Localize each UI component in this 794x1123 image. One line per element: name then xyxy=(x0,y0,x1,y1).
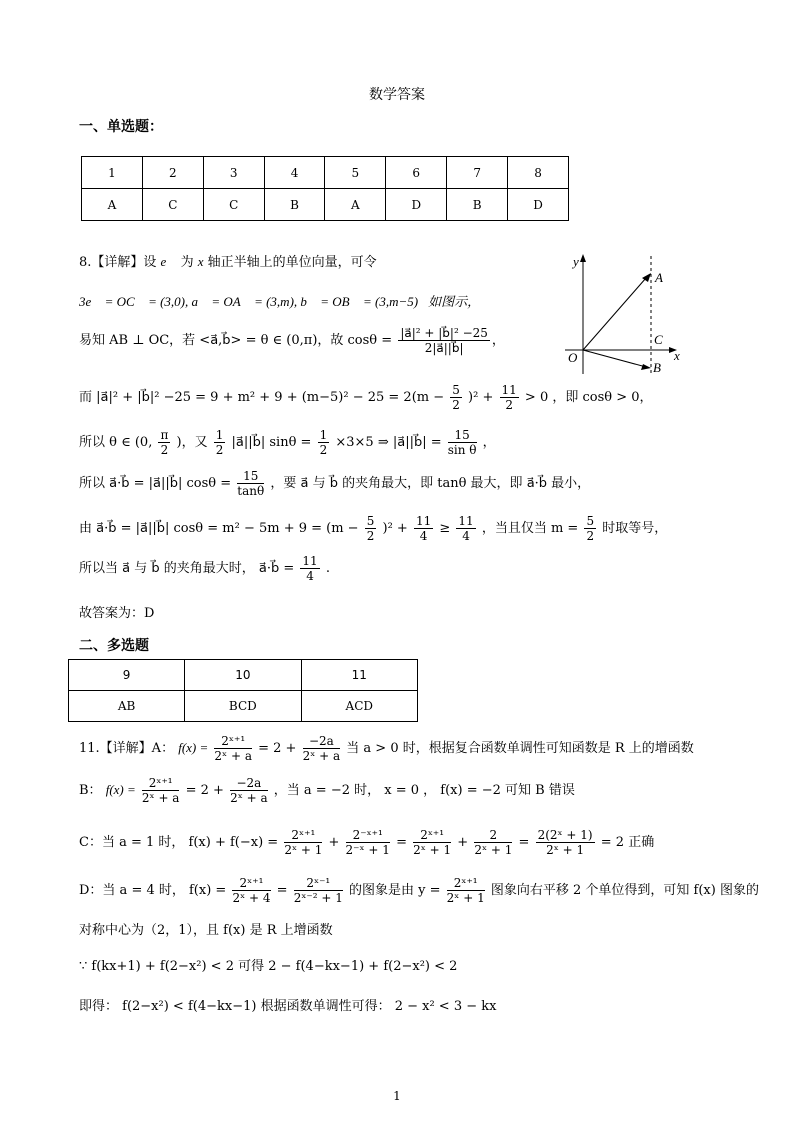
table-cell: B xyxy=(447,189,508,221)
q11-line-g: 即得： f(2−x²) < f(4−kx−1) 根据函数单调性可得： 2 − x² < 3 − kx xyxy=(79,999,497,1014)
denominator: 2ˣ + a xyxy=(141,791,180,805)
text: ≥ xyxy=(439,521,451,536)
q11-line-b xyxy=(79,776,575,805)
text: ×3×5 ⇒ |a⃗||b⃗| = xyxy=(335,435,442,450)
table-cell: 3 xyxy=(203,157,264,189)
denominator: 2 xyxy=(160,443,169,457)
table-cell: 8 xyxy=(508,157,569,189)
numerator: −2a xyxy=(230,776,268,791)
table-cell: 9 xyxy=(69,660,185,691)
text: 时取等号， xyxy=(602,521,668,536)
numerator: π xyxy=(160,428,169,442)
numerator: 5 xyxy=(366,514,375,528)
numerator: 1 xyxy=(215,428,224,442)
label-y: y xyxy=(573,254,579,269)
denominator: 2 xyxy=(319,443,328,457)
text: = 2 + xyxy=(258,741,297,756)
text: 11.【详解】A： xyxy=(79,741,175,756)
text: B： xyxy=(79,783,102,798)
table-cell: A xyxy=(325,189,386,221)
text: 由 a⃗·b⃗ = |a⃗||b⃗| cosθ = m² − 5m + 9 = (m − xyxy=(79,521,359,536)
vector-figure xyxy=(560,252,690,382)
fraction xyxy=(450,383,462,412)
fraction xyxy=(214,428,226,457)
text: D：当 a = 4 时， f(x) = xyxy=(79,883,227,898)
text: + xyxy=(328,835,340,850)
text: ，当且仅当 m = xyxy=(481,521,579,536)
fraction xyxy=(448,428,477,457)
fraction xyxy=(413,828,451,857)
numerator: 11 xyxy=(415,514,432,528)
denominator: 2⁻ˣ + 1 xyxy=(345,843,390,857)
table-row xyxy=(69,691,418,722)
fraction xyxy=(318,428,330,457)
denominator: 4 xyxy=(419,529,428,543)
numerator: 5 xyxy=(452,383,460,397)
q8-line-7 xyxy=(79,514,667,543)
fraction xyxy=(237,469,264,498)
text: 8.【详解】设 xyxy=(79,255,157,270)
table-cell: 1 xyxy=(82,157,143,189)
fraction xyxy=(456,514,475,543)
table-cell: 10 xyxy=(185,660,301,691)
label-c: C xyxy=(654,332,663,347)
q8-line-2: 3e⃗ = OC⃗ = (3,0), a⃗ = OA⃗ = (3,m), b⃗ = OB⃗ = (3,m−5)，如图示， xyxy=(79,294,481,309)
text: f(x) = xyxy=(105,782,136,797)
table-cell: B xyxy=(264,189,325,221)
table-cell: 5 xyxy=(325,157,386,189)
table-cell: C xyxy=(203,189,264,221)
numerator: 11 xyxy=(458,514,474,528)
fraction xyxy=(447,876,485,905)
table-cell: A xyxy=(82,189,143,221)
text: = 2 + xyxy=(185,783,224,798)
fraction xyxy=(232,876,270,905)
text: )，又 xyxy=(176,435,208,450)
fraction xyxy=(142,776,180,805)
text: |a⃗||b⃗| sinθ = xyxy=(231,435,312,450)
section-multiple-choice: 二、多选题 xyxy=(79,638,149,654)
denominator: 2ˣ + a xyxy=(214,749,252,763)
section-single-choice: 一、单选题： xyxy=(79,119,163,135)
denominator: 2ˣ + 1 xyxy=(546,843,585,857)
label-a: A xyxy=(655,270,663,285)
fraction xyxy=(294,876,343,905)
denominator: 2ˣ + a xyxy=(230,791,268,805)
table-row xyxy=(69,660,418,691)
q8-line-4 xyxy=(79,383,653,412)
text: 图象向右平移 2 个单位得到，可知 f(x) 图象的 xyxy=(490,883,759,898)
text: = 2 正确 xyxy=(600,835,655,850)
vector-ob xyxy=(583,350,646,367)
denominator: 2ˣ⁻² + 1 xyxy=(293,891,343,905)
text: 当 a > 0 时，根据复合函数单调性可知函数是 R 上的增函数 xyxy=(346,741,694,756)
var-x: x xyxy=(197,254,204,269)
fraction xyxy=(230,776,268,805)
q11-line-a xyxy=(79,734,694,763)
denominator: 2 xyxy=(215,443,224,457)
text: C：当 a = 1 时， f(x) + f(−x) = xyxy=(79,835,279,850)
text: = xyxy=(276,883,288,898)
fraction xyxy=(536,828,595,857)
text: )² + xyxy=(468,390,494,405)
denominator: 2 xyxy=(586,529,595,543)
numerator: 1 xyxy=(319,428,328,442)
table-cell: AB xyxy=(69,691,185,722)
denominator: 2 xyxy=(452,398,460,412)
numerator: 2ˣ⁺¹ xyxy=(284,828,322,843)
numerator: 2ˣ⁺¹ xyxy=(232,876,270,891)
text: ， xyxy=(482,435,496,450)
table-cell: 11 xyxy=(301,660,417,691)
fraction xyxy=(474,828,512,857)
q8-line-1 xyxy=(79,251,377,270)
numerator: 2(2ˣ + 1) xyxy=(537,828,593,842)
denominator: 4 xyxy=(462,529,470,543)
denominator: 4 xyxy=(306,569,314,583)
table-cell: 6 xyxy=(386,157,447,189)
text: 而 |a⃗|² + |b⃗|² −25 = 9 + m² + 9 + (m−5)² − 25 = 2(m − xyxy=(79,390,445,405)
table-cell: D xyxy=(386,189,447,221)
denominator: 2ˣ + 1 xyxy=(413,843,452,857)
page-number: 1 xyxy=(393,1089,401,1103)
denominator: 2|a⃗||b⃗| xyxy=(424,341,464,355)
numerator: 2ˣ⁺¹ xyxy=(142,776,180,791)
text: + xyxy=(457,835,469,850)
y-arrow-icon xyxy=(580,254,586,262)
numerator: −2a xyxy=(303,734,341,749)
text: 为 xyxy=(180,255,194,270)
denominator: 2ˣ + a xyxy=(302,749,341,763)
text: 所以 a⃗·b⃗ = |a⃗||b⃗| cosθ = xyxy=(79,476,232,491)
table-cell: C xyxy=(142,189,203,221)
arrowhead-b-icon xyxy=(641,364,651,370)
fraction xyxy=(300,554,319,583)
text: ，当 a = −2 时， x = 0 ， f(x) = −2 可知 B 错误 xyxy=(273,783,575,798)
vector-oa xyxy=(583,278,646,350)
table-cell: ACD xyxy=(301,691,417,722)
numerator: 2ˣ⁻¹ xyxy=(294,876,343,891)
fraction xyxy=(303,734,341,763)
text: ，要 a⃗ 与 b⃗ 的夹角最大，即 tanθ 最大，即 a⃗·b⃗ 最小， xyxy=(270,476,591,491)
q11-line-c xyxy=(79,828,654,857)
q8-line-5 xyxy=(79,428,496,457)
single-choice-answer-table xyxy=(81,156,569,221)
numerator: 5 xyxy=(586,514,595,528)
denominator: 2ˣ + 1 xyxy=(446,891,485,905)
numerator: 15 xyxy=(448,428,477,443)
label-o: O xyxy=(568,350,578,365)
denominator: 2ˣ + 4 xyxy=(232,891,271,905)
fraction xyxy=(158,428,170,457)
denominator: sin θ xyxy=(447,443,477,457)
table-row xyxy=(82,157,569,189)
q8-line-3: 易知 AB ⊥ OC，若 <a⃗,b⃗> = θ ∈ (0,π)，故 cosθ = $\frac{\text{|a⃗|² + |b⃗|² −25}}{2|a⃗||b⃗|}$ ， xyxy=(79,326,505,355)
table-cell: D xyxy=(508,189,569,221)
numerator: 15 xyxy=(237,469,264,484)
text: f(x) = xyxy=(178,740,209,755)
text: 所以 θ ∈ (0, xyxy=(79,435,153,450)
numerator: 2⁻ˣ⁺¹ xyxy=(346,828,390,843)
text: 所以当 a⃗ 与 b⃗ 的夹角最大时， a⃗·b⃗ = xyxy=(79,561,295,576)
text: > 0 ，即 cosθ > 0， xyxy=(524,390,653,405)
text: = xyxy=(518,835,530,850)
fraction xyxy=(214,734,252,763)
label-b: B xyxy=(653,360,661,375)
numerator: 2ˣ⁺¹ xyxy=(214,734,252,749)
numerator: 11 xyxy=(501,383,517,397)
denominator: tanθ xyxy=(237,484,265,498)
text: 的图象是由 y = xyxy=(349,883,441,898)
label-x: x xyxy=(674,348,680,363)
denominator: 2ˣ + 1 xyxy=(474,843,513,857)
denominator: 2 xyxy=(505,398,513,412)
fraction xyxy=(414,514,433,543)
text: )² + xyxy=(382,521,408,536)
numerator: 2ˣ⁺¹ xyxy=(413,828,451,843)
fraction xyxy=(365,514,377,543)
page-title: 数学答案 xyxy=(369,87,425,103)
numerator: |a⃗|² + |b⃗|² −25 xyxy=(400,326,488,340)
q8-line-6 xyxy=(79,469,590,498)
q11-line-d xyxy=(79,876,759,905)
q11-line-d2: 对称中心为（2，1），且 f(x) 是 R 上增函数 xyxy=(79,923,333,938)
text: 易知 AB ⊥ OC，若 <a⃗,b⃗> = θ ∈ (0,π)，故 cosθ = xyxy=(79,333,393,348)
fraction xyxy=(584,514,596,543)
table-cell: 2 xyxy=(142,157,203,189)
numerator: 2 xyxy=(474,828,512,843)
table-row xyxy=(82,189,569,221)
table-cell: 7 xyxy=(447,157,508,189)
q8-answer: 故答案为：D xyxy=(79,606,155,621)
multiple-choice-answer-table xyxy=(68,659,418,722)
denominator: 2ˣ + 1 xyxy=(284,843,323,857)
table-cell: 4 xyxy=(264,157,325,189)
fraction xyxy=(398,326,490,355)
fraction xyxy=(500,383,519,412)
text: 轴正半轴上的单位向量，可令 xyxy=(207,255,377,270)
q11-line-e: ∵ f(kx+1) + f(2−x²) < 2 可得 2 − f(4−kx−1) + f(2−x²) < 2 xyxy=(79,959,458,974)
table-cell: BCD xyxy=(185,691,301,722)
vector-e: e⃗ xyxy=(160,254,177,269)
text: = xyxy=(396,835,407,850)
fraction xyxy=(284,828,322,857)
q8-line-8 xyxy=(79,554,330,583)
denominator: 2 xyxy=(366,529,375,543)
fraction xyxy=(346,828,390,857)
numerator: 11 xyxy=(302,554,318,568)
numerator: 2ˣ⁺¹ xyxy=(447,876,485,891)
text: . xyxy=(325,561,330,576)
